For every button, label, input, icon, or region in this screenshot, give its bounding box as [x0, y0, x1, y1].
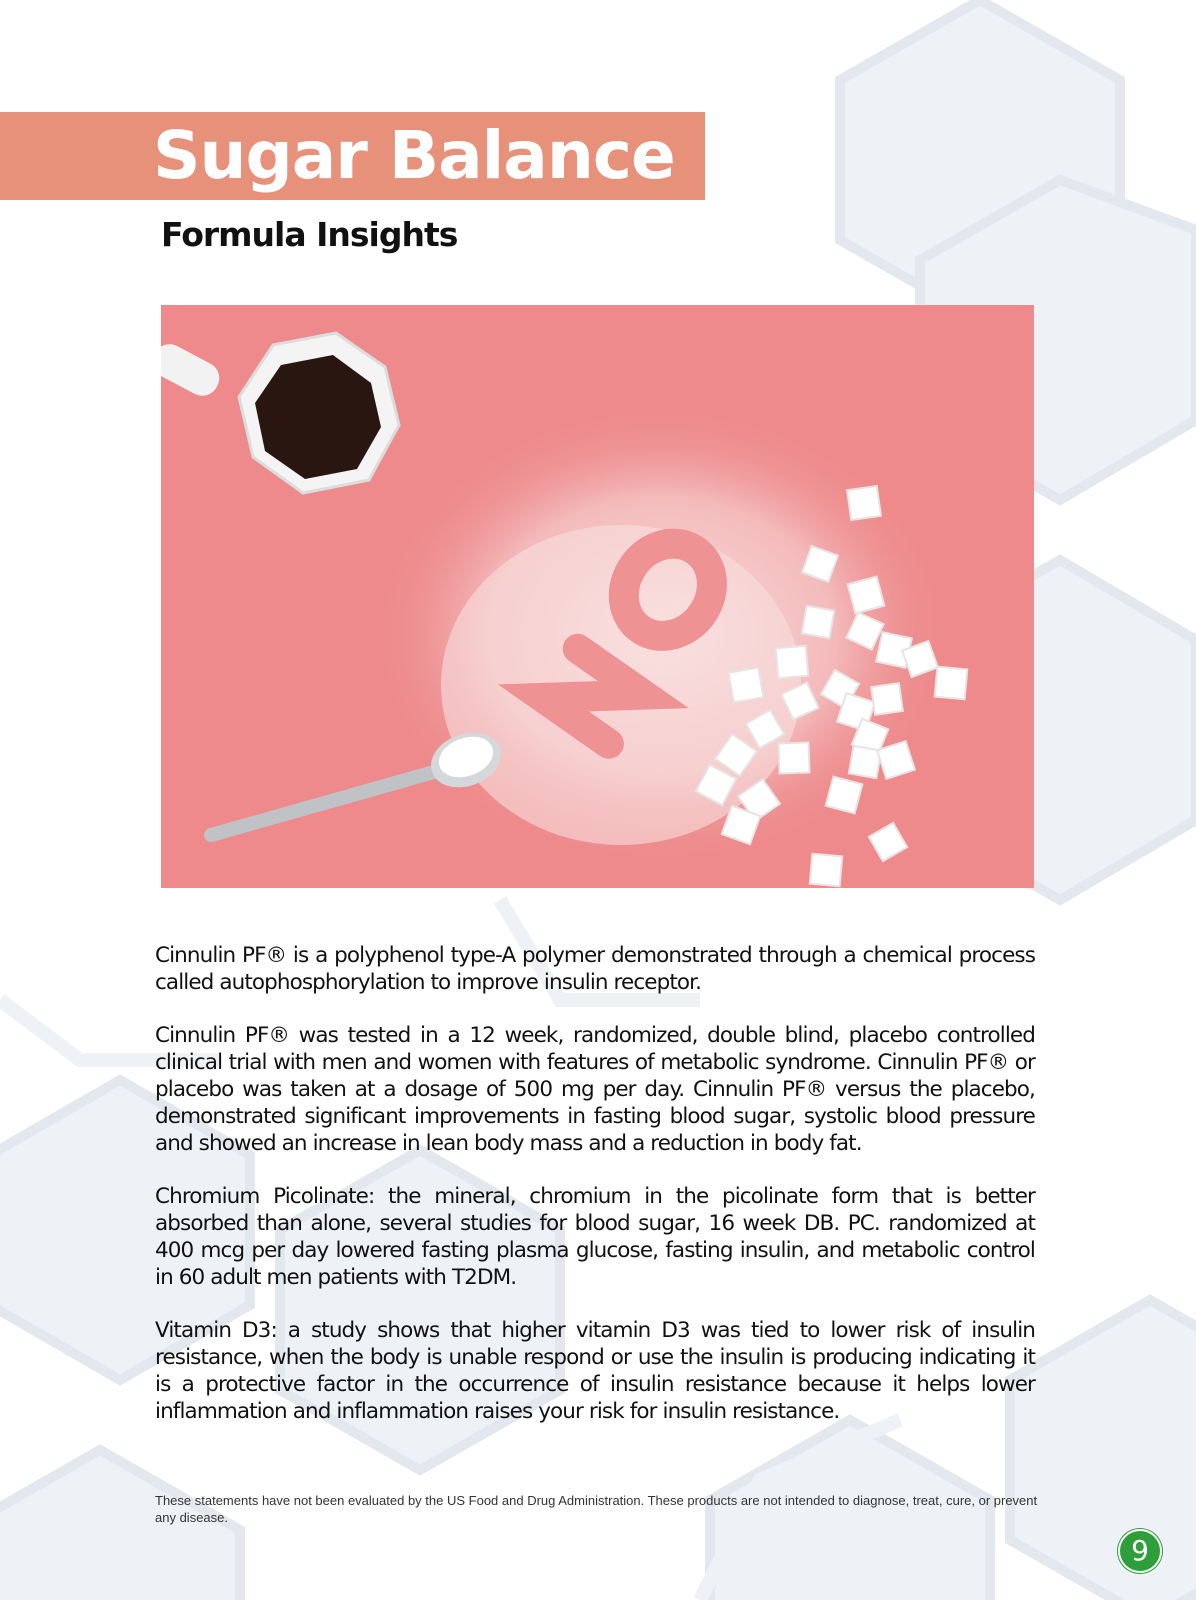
- page-title: Sugar Balance: [153, 117, 675, 194]
- coffee-sugar-illustration: [161, 305, 1034, 888]
- paragraph-chromium: Chromium Picolinate: the mineral, chromium in the picolinate form that is better absorbed than alone, several studies for blood sugar, 16 week DB. PC. randomized at 400 mcg per day lowered fasting plasma glucose, fasting insulin, and metabolic control in 60 adult men patients with T2DM.: [155, 1184, 1035, 1290]
- body-text: [155, 942, 1035, 1451]
- page-number-badge: 9: [1118, 1529, 1162, 1573]
- paragraph-cinnulin-trial: Cinnulin PF® was tested in a 12 week, randomized, double blind, placebo controlled clinical trial with men and women with features of metabolic syndrome. Cinnulin PF® or placebo was taken at a dosage of 500 mg per day. Cinnulin PF® versus the placebo, demonstrated significant improvements in fasting blood sugar, systolic blood pressure and showed an increase in lean body mass and a reduction in body fat.: [155, 1023, 1035, 1156]
- paragraph-vitamin-d3: Vitamin D3: a study shows that higher vitamin D3 was tied to lower risk of insulin resistance, when the body is unable respond or use the insulin is producing indicating it is a protective factor in the occurrence of insulin resistance because it helps lower inflammation and inflammation raises your risk for insulin resistance.: [155, 1318, 1035, 1424]
- paragraph-cinnulin-intro: Cinnulin PF® is a polyphenol type-A polymer demonstrated through a chemical process called autophosphorylation to improve insulin receptor.: [155, 943, 1035, 995]
- fda-disclaimer: These statements have not been evaluated by the US Food and Drug Administration. These products are not intended to diagnose, treat, cure, or prevent any disease.: [155, 1493, 1038, 1525]
- page-subtitle: Formula Insights: [161, 215, 458, 254]
- coffee-sugar-photo: [161, 305, 1034, 888]
